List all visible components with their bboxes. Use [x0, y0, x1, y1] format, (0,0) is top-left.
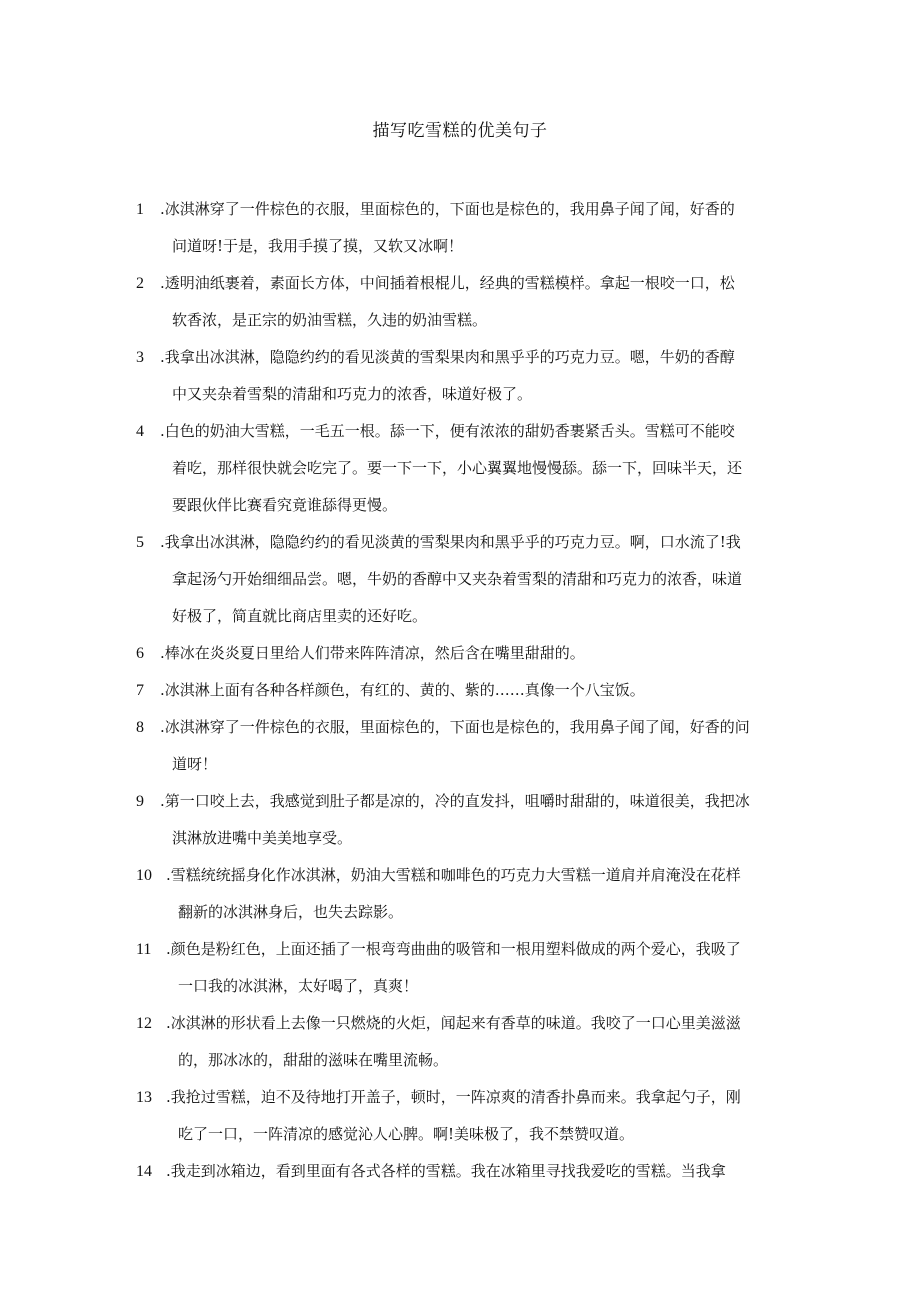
item-number: 5: [136, 534, 144, 551]
item-text-line: .棒冰在炎炎夏日里给人们带来阵阵清凉，然后含在嘴里甜甜的。: [160, 644, 585, 662]
item-text-line: .白色的奶油大雪糕，一毛五一根。舔一下，便有浓浓的甜奶香裹紧舌头。雪糕可不能咬: [160, 422, 735, 440]
item-text-line: .冰淇淋穿了一件棕色的衣服，里面棕色的，下面也是棕色的，我用鼻子闻了闻，好香的: [160, 200, 735, 218]
item-text: [160, 265, 836, 339]
item-text-line: .冰淇淋穿了一件棕色的衣服，里面棕色的，下面也是棕色的，我用鼻子闻了闻，好香的问: [160, 718, 750, 736]
item-text-line: .冰淇淋的形状看上去像一只燃烧的火炬，闻起来有香草的味道。我咬了一口心里美滋滋: [166, 1014, 741, 1032]
list-item: [136, 339, 836, 413]
item-text-line: 拿起汤勺开始细细品尝。嗯，牛奶的香醇中又夹杂着雪梨的清甜和巧克力的浓香，味道: [172, 570, 743, 588]
item-number: 12: [136, 1015, 152, 1032]
list-item: [136, 709, 836, 783]
item-text: [160, 524, 836, 635]
item-number: 10: [136, 867, 152, 884]
item-text-line: 淇淋放进嘴中美美地享受。: [172, 829, 353, 847]
list-item: [136, 524, 836, 635]
list-item: [136, 191, 836, 265]
item-text: [160, 413, 836, 524]
item-text-line: 着吃，那样很快就会吃完了。要一下一下，小心翼翼地慢慢舔。舔一下，回味半天，还: [172, 459, 743, 477]
list-item: [136, 783, 836, 857]
list-item: [136, 672, 836, 709]
item-number: 13: [136, 1089, 152, 1106]
list-item: [136, 1079, 836, 1153]
item-text-line: .我拿出冰淇淋，隐隐约约的看见淡黄的雪梨果肉和黑乎乎的巧克力豆。啊，口水流了!我: [160, 533, 741, 551]
item-number: 6: [136, 645, 144, 662]
item-number: 8: [136, 719, 144, 736]
item-number: 11: [136, 941, 152, 958]
list-item: [136, 265, 836, 339]
item-text-line: 问道呀!于是，我用手摸了摸，又软又冰啊！: [172, 237, 464, 255]
item-text-line: 吃了一口，一阵清凉的感觉沁人心脾。啊!美味极了，我不禁赞叹道。: [178, 1125, 635, 1143]
item-text-line: .雪糕统统摇身化作冰淇淋，奶油大雪糕和咖啡色的巧克力大雪糕一道肩并肩淹没在花样: [166, 866, 741, 884]
item-number: 2: [136, 275, 144, 292]
list-item: [136, 635, 836, 672]
item-text: [160, 191, 836, 265]
item-text-line: 翻新的冰淇淋身后，也失去踪影。: [178, 903, 404, 921]
item-text-line: .透明油纸裹着，素面长方体，中间插着根棍儿，经典的雪糕模样。拿起一根咬一口，松: [160, 274, 735, 292]
item-text: [160, 339, 836, 413]
item-text: [166, 931, 836, 1005]
item-text: [166, 1079, 836, 1153]
item-text-line: 软香浓，是正宗的奶油雪糕，久违的奶油雪糕。: [172, 311, 488, 329]
item-number: 7: [136, 682, 144, 699]
item-text-line: 好极了，简直就比商店里卖的还好吃。: [172, 607, 428, 625]
item-text-line: 道呀！: [172, 755, 218, 773]
item-number: 9: [136, 793, 144, 810]
list-item: [136, 413, 836, 524]
item-number: 4: [136, 423, 144, 440]
item-text-line: .第一口咬上去，我感觉到肚子都是凉的，冷的直发抖，咀嚼时甜甜的，味道很美，我把冰: [160, 792, 750, 810]
item-text: [160, 783, 836, 857]
item-text-line: .我走到冰箱边，看到里面有各式各样的雪糕。我在冰箱里寻找我爱吃的雪糕。当我拿: [166, 1162, 726, 1180]
item-text-line: .我拿出冰淇淋，隐隐约约的看见淡黄的雪梨果肉和黑乎乎的巧克力豆。嗯，牛奶的香醇: [160, 348, 735, 366]
page-title: 描写吃雪糕的优美句子: [372, 121, 548, 141]
item-text-line: 的，那冰冰的，甜甜的滋味在嘴里流畅。: [178, 1051, 449, 1069]
item-text-line: 中又夹杂着雪梨的清甜和巧克力的浓香，味道好极了。: [172, 385, 533, 403]
item-text-line: 一口我的冰淇淋，太好喝了，真爽！: [178, 977, 419, 995]
list-item: [136, 1153, 836, 1190]
item-text: [166, 857, 836, 931]
item-number: 1: [136, 201, 144, 218]
sentence-list: [136, 191, 836, 1190]
item-number: 14: [136, 1163, 152, 1180]
item-text: [166, 1153, 836, 1190]
item-text: [160, 672, 836, 709]
list-item: [136, 857, 836, 931]
item-text-line: 要跟伙伴比赛看究竟谁舔得更慢。: [172, 496, 398, 514]
item-text-line: .颜色是粉红色，上面还插了一根弯弯曲曲的吸管和一根用塑料做成的两个爱心，我吸了: [166, 940, 741, 958]
item-text-line: .我抢过雪糕，迫不及待地打开盖子，顿时，一阵凉爽的清香扑鼻而来。我拿起勺子，刚: [166, 1088, 741, 1106]
item-text: [160, 709, 836, 783]
item-text: [166, 1005, 836, 1079]
list-item: [136, 1005, 836, 1079]
item-text-line: .冰淇淋上面有各种各样颜色，有红的、黄的、紫的……真像一个八宝饭。: [160, 681, 645, 699]
list-item: [136, 931, 836, 1005]
item-text: [160, 635, 836, 672]
item-number: 3: [136, 349, 144, 366]
